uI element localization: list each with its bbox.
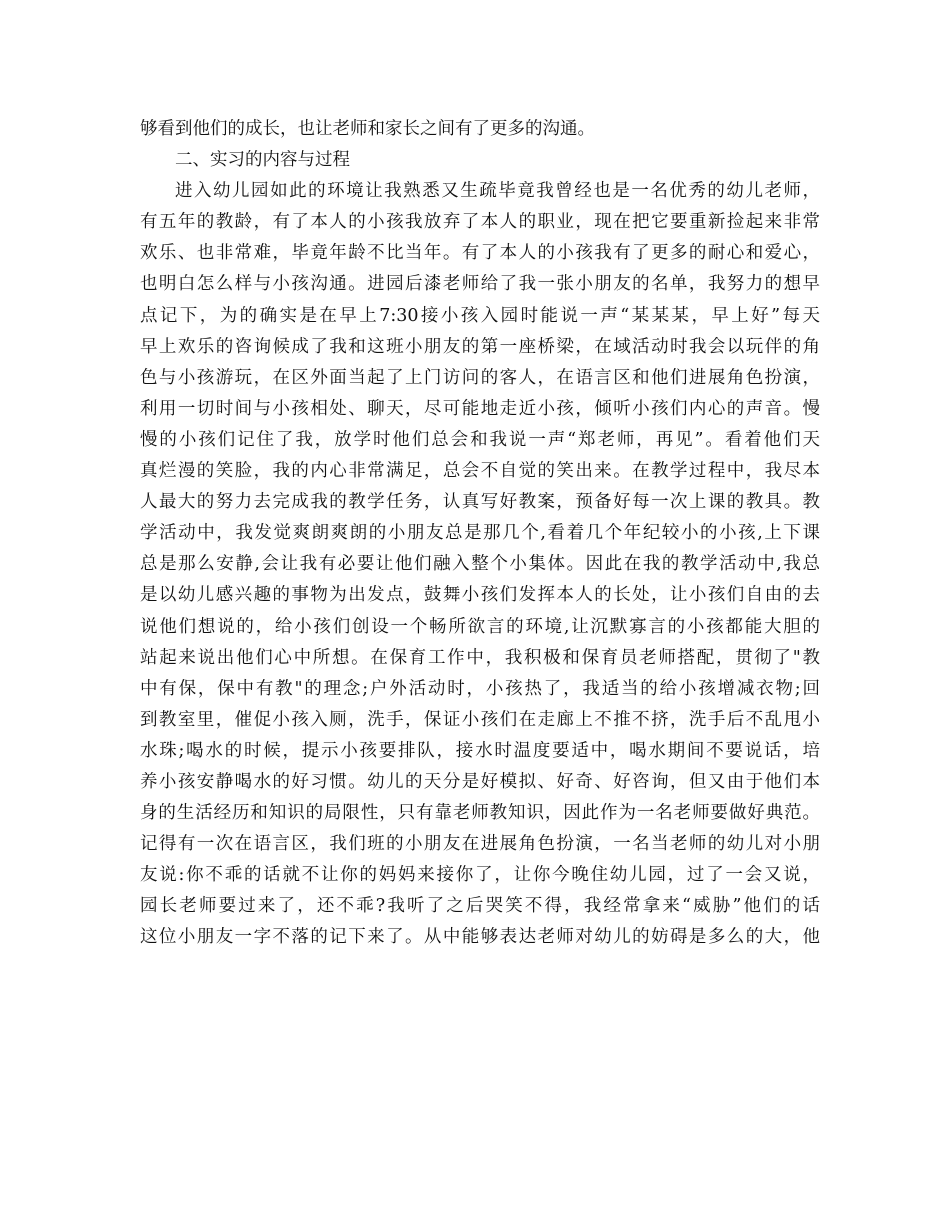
text-line: 进入幼儿园如此的环境让我熟悉又生疏毕竟我曾经也是一名优秀的幼儿老师， [175, 181, 820, 202]
body-text [140, 114, 820, 954]
text-line: 有五年的教龄，有了本人的小孩我放弃了本人的职业，现在把它要重新捡起来非常 [140, 212, 820, 233]
section-heading: 二、实习的内容与过程 [175, 150, 350, 171]
text-line: 色与小孩游玩，在区外面当起了上门访问的客人，在语言区和他们进展角色扮演， [140, 367, 820, 388]
text-line: 够看到他们的成长，也让老师和家长之间有了更多的沟通。 [140, 119, 595, 139]
text-line: 早上欢乐的咨询候成了我和这班小朋友的第一座桥梁，在域活动时我会以玩伴的角 [140, 336, 820, 357]
text-line: 人最大的努力去完成我的教学任务，认真写好教案，预备好每一次上课的教具。教 [140, 492, 820, 513]
text-line: 点记下，为的确实是在早上7:30接小孩入园时能说一声“某某某，早上好”每天 [140, 305, 820, 326]
text-line: 身的生活经历和知识的局限性，只有靠老师教知识，因此作为一名老师要做好典范。 [140, 803, 820, 824]
text-line: 说他们想说的，给小孩们创设一个畅所欲言的环境,让沉默寡言的小孩都能大胆的 [140, 616, 820, 637]
text-line: 这位小朋友一字不落的记下来了。从中能够表达老师对幼儿的妨碍是多么的大，他 [140, 927, 820, 948]
text-line: 慢的小孩们记住了我，放学时他们总会和我说一声“郑老师，再见”。看着他们天 [140, 429, 820, 450]
text-line: 园长老师要过来了，还不乖?我听了之后哭笑不得，我经常拿来“威胁”他们的话 [140, 896, 820, 917]
text-line: 站起来说出他们心中所想。在保育工作中，我积极和保育员老师搭配，贯彻了"教 [140, 647, 820, 668]
text-line: 真烂漫的笑脸，我的内心非常满足，总会不自觉的笑出来。在教学过程中，我尽本 [140, 461, 820, 482]
text-line: 友说:你不乖的话就不让你的妈妈来接你了，让你今晚住幼儿园，过了一会又说， [140, 865, 820, 886]
text-line: 是以幼儿感兴趣的事物为出发点，鼓舞小孩们发挥本人的长处，让小孩们自由的去 [140, 585, 820, 606]
text-line: 欢乐、也非常难，毕竟年龄不比当年。有了本人的小孩我有了更多的耐心和爱心， [140, 243, 820, 264]
text-line: 水珠;喝水的时候，提示小孩要排队，接水时温度要适中，喝水期间不要说话，培 [140, 740, 820, 761]
text-line: 养小孩安静喝水的好习惯。幼儿的天分是好模拟、好奇、好咨询，但又由于他们本 [140, 771, 820, 792]
text-line: 学活动中，我发觉爽朗爽朗的小朋友总是那几个,看着几个年纪较小的小孩,上下课 [140, 523, 820, 544]
text-line: 利用一切时间与小孩相处、聊天，尽可能地走近小孩，倾听小孩们内心的声音。慢 [140, 398, 820, 419]
text-line: 到教室里，催促小孩入厕，洗手，保证小孩们在走廊上不推不挤，洗手后不乱甩小 [140, 709, 820, 730]
text-line: 也明白怎么样与小孩沟通。进园后漆老师给了我一张小朋友的名单，我努力的想早 [140, 274, 820, 295]
text-line: 中有保，保中有教"的理念;户外活动时，小孩热了，我适当的给小孩增减衣物;回 [140, 678, 820, 699]
text-line: 总是那么安静,会让我有必要让他们融入整个小集体。因此在我的教学活动中,我总 [140, 554, 820, 575]
text-line: 记得有一次在语言区，我们班的小朋友在进展角色扮演，一名当老师的幼儿对小朋 [140, 834, 820, 855]
